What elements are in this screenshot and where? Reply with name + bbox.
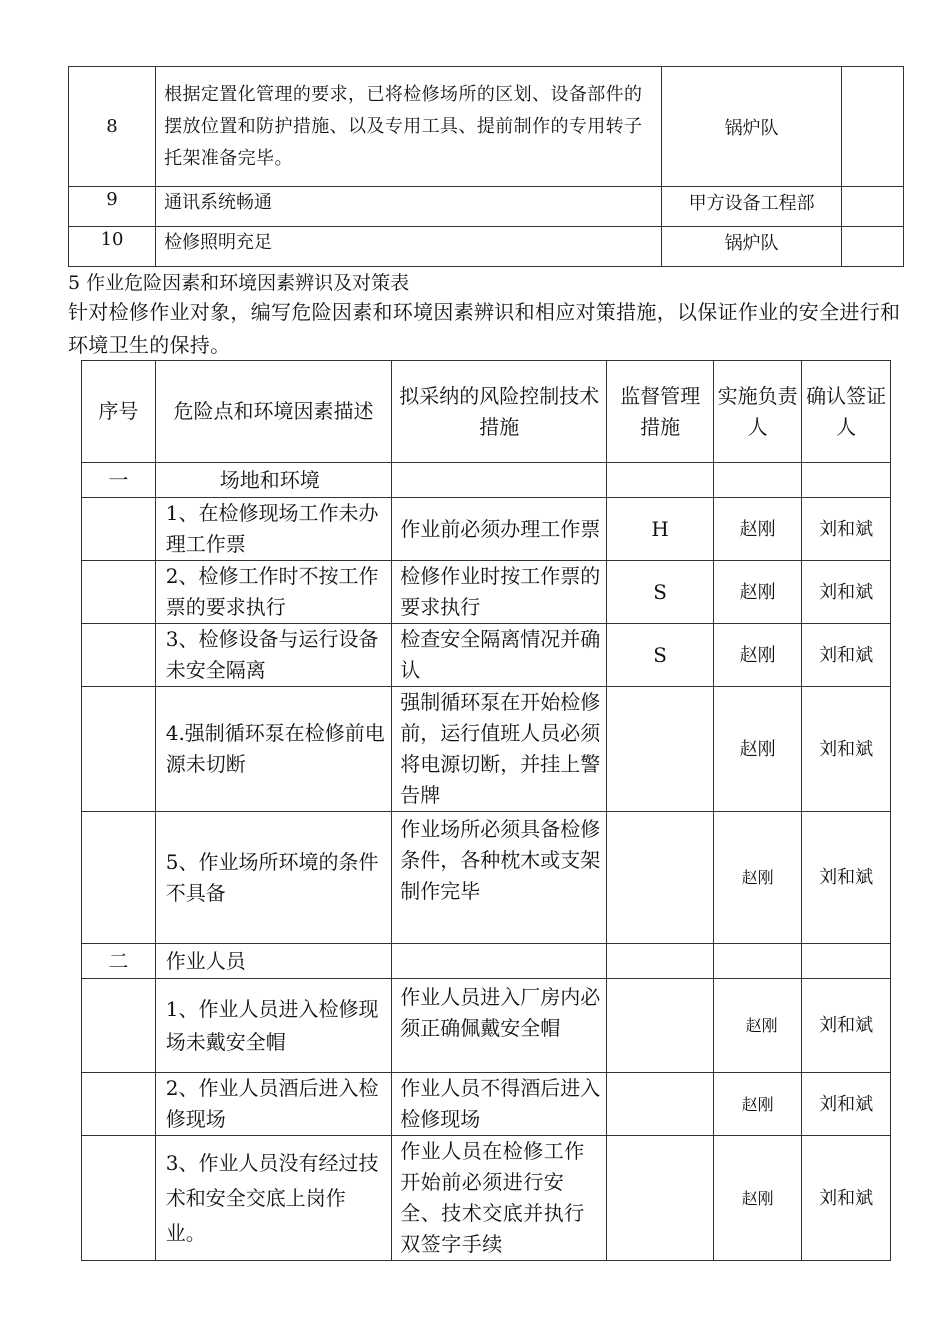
confirm-cell: 刘和斌 — [802, 498, 891, 561]
confirm-cell: 刘和斌 — [802, 561, 891, 624]
supervision-cell — [607, 979, 714, 1073]
row-description: 根据定置化管理的要求，已将检修场所的区划、设备部件的摆放位置和防护措施、以及专用工具、提前制作的专用转子托架准备完毕。 — [156, 67, 662, 187]
hazard-cell: 3、作业人员没有经过技术和安全交底上岗作业。 — [155, 1136, 392, 1261]
section-title: 作业人员 — [155, 944, 392, 979]
empty-cell — [607, 944, 714, 979]
empty-cell — [802, 463, 891, 498]
row-owner: 锅炉队 — [662, 227, 842, 267]
hazard-cell: 3、检修设备与运行设备未安全隔离 — [155, 624, 392, 687]
measure-cell: 作业人员进入厂房内必须正确佩戴安全帽 — [392, 979, 607, 1073]
hazard-cell: 2、作业人员酒后进入检修现场 — [155, 1073, 392, 1136]
hazard-cell: 1、在检修现场工作未办理工作票 — [155, 498, 392, 561]
measure-cell: 检查安全隔离情况并确认 — [392, 624, 607, 687]
empty-cell — [82, 1073, 156, 1136]
responsible-cell: 赵刚 — [714, 624, 802, 687]
row-owner: 甲方设备工程部 — [662, 187, 842, 227]
table-header-row — [82, 361, 891, 463]
row-description: 检修照明充足 — [156, 227, 662, 267]
section-number: 二 — [82, 944, 156, 979]
table-row — [82, 1136, 891, 1261]
empty-cell — [82, 812, 156, 944]
responsible-cell: 赵刚 — [714, 812, 802, 944]
empty-cell — [607, 463, 714, 498]
section-row — [82, 463, 891, 498]
row-number: 8 — [69, 67, 156, 187]
confirm-cell: 刘和斌 — [802, 1136, 891, 1261]
responsible-cell: 赵刚 — [714, 979, 802, 1073]
measure-cell: 强制循环泵在开始检修前，运行值班人员必须将电源切断，并挂上警告牌 — [392, 687, 607, 812]
hazard-cell: 2、检修工作时不按工作票的要求执行 — [155, 561, 392, 624]
section-row — [82, 944, 891, 979]
header-measure: 拟采纳的风险控制技术措施 — [392, 361, 607, 463]
empty-cell — [82, 498, 156, 561]
empty-cell — [392, 944, 607, 979]
supervision-cell: S — [607, 561, 714, 624]
empty-cell — [82, 561, 156, 624]
responsible-cell: 赵刚 — [714, 1136, 802, 1261]
confirm-cell: 刘和斌 — [802, 812, 891, 944]
row-blank-cell — [841, 67, 903, 187]
row-blank-cell — [841, 187, 903, 227]
hazard-cell: 5、作业场所环境的条件不具备 — [155, 812, 392, 944]
measure-cell: 作业场所必须具备检修条件，各种枕木或支架制作完毕 — [392, 812, 607, 944]
empty-cell — [392, 463, 607, 498]
empty-cell — [82, 1136, 156, 1261]
table-row — [82, 1073, 891, 1136]
hazard-cell: 1、作业人员进入检修现场未戴安全帽 — [155, 979, 392, 1073]
supervision-cell — [607, 687, 714, 812]
table-row — [82, 812, 891, 944]
header-confirm: 确认签证人 — [802, 361, 891, 463]
confirm-cell: 刘和斌 — [802, 624, 891, 687]
table-row — [82, 624, 891, 687]
supervision-cell — [607, 1073, 714, 1136]
supervision-cell — [607, 812, 714, 944]
section-number: 一 — [82, 463, 156, 498]
row-description: 通讯系统畅通 — [156, 187, 662, 227]
row-blank-cell — [841, 227, 903, 267]
header-supervision: 监督管理措施 — [607, 361, 714, 463]
table-row — [82, 979, 891, 1073]
header-hazard: 危险点和环境因素描述 — [155, 361, 392, 463]
empty-cell — [714, 463, 802, 498]
header-no: 序号 — [82, 361, 156, 463]
empty-cell — [802, 944, 891, 979]
measure-cell: 作业人员在检修工作开始前必须进行安全、技术交底并执行双签字手续 — [392, 1136, 607, 1261]
header-responsible: 实施负责人 — [714, 361, 802, 463]
responsible-cell: 赵刚 — [714, 561, 802, 624]
empty-cell — [82, 979, 156, 1073]
table-row — [82, 561, 891, 624]
hazard-table — [81, 360, 891, 1261]
table-row — [82, 687, 891, 812]
empty-cell — [82, 687, 156, 812]
supervision-cell — [607, 1136, 714, 1261]
table-row — [69, 187, 904, 227]
confirm-cell: 刘和斌 — [802, 979, 891, 1073]
preparation-table — [68, 66, 904, 267]
table-row — [69, 227, 904, 267]
row-owner: 锅炉队 — [662, 67, 842, 187]
measure-cell: 检修作业时按工作票的要求执行 — [392, 561, 607, 624]
empty-cell — [714, 944, 802, 979]
measure-cell: 作业前必须办理工作票 — [392, 498, 607, 561]
empty-cell — [82, 624, 156, 687]
intro-paragraph: 针对检修作业对象，编写危险因素和环境因素辨识和相应对策措施，以保证作业的安全进行和环境卫生的保持。 — [68, 300, 901, 357]
table-row — [69, 67, 904, 187]
hazard-cell: 4.强制循环泵在检修前电源未切断 — [155, 687, 392, 812]
measure-cell: 作业人员不得酒后进入检修现场 — [392, 1073, 607, 1136]
section-title: 场地和环境 — [155, 463, 392, 498]
row-number: 9 — [69, 187, 156, 227]
confirm-cell: 刘和斌 — [802, 1073, 891, 1136]
responsible-cell: 赵刚 — [714, 687, 802, 812]
responsible-cell: 赵刚 — [714, 1073, 802, 1136]
supervision-cell: S — [607, 624, 714, 687]
table-row — [82, 498, 891, 561]
confirm-cell: 刘和斌 — [802, 687, 891, 812]
row-number: 10 — [69, 227, 156, 267]
section-heading: 5 作业危险因素和环境因素辨识及对策表 — [68, 272, 410, 294]
responsible-cell: 赵刚 — [714, 498, 802, 561]
supervision-cell: H — [607, 498, 714, 561]
